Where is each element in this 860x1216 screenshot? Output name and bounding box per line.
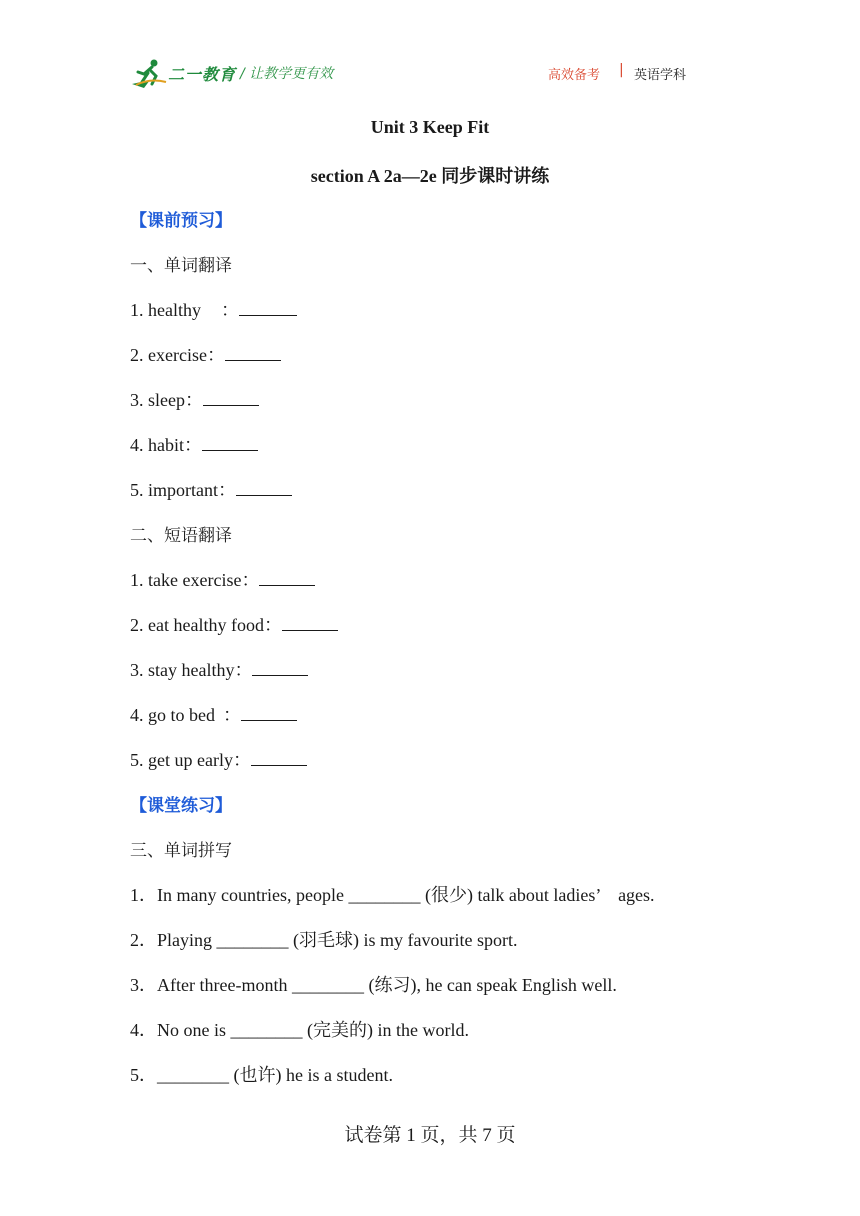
answer-blank[interactable]: ________ xyxy=(291,975,364,995)
answer-blank[interactable] xyxy=(282,612,338,631)
runner-logo-icon xyxy=(130,58,170,90)
phrase-text: 4. go to bed xyxy=(130,705,215,725)
logo xyxy=(130,58,240,88)
word-text: 1. healthy xyxy=(130,300,201,320)
phrase-text: 1. take exercise xyxy=(130,570,242,590)
colon: ： xyxy=(241,570,260,591)
phrase-item xyxy=(130,611,338,637)
spelling-item xyxy=(130,1061,393,1087)
page-title: Unit 3 Keep Fit xyxy=(370,117,490,137)
sentence-end: (羽毛球) is my favourite sport. xyxy=(288,930,518,950)
section-preview-heading: 【课前预习】 xyxy=(130,211,232,231)
spelling-item xyxy=(130,926,517,952)
sentence-end: (很少) talk about ladies’ ages. xyxy=(420,885,655,905)
word-item xyxy=(130,476,292,502)
tag-separator: | xyxy=(619,62,624,78)
answer-blank[interactable]: ________ xyxy=(348,885,421,905)
phrase-item xyxy=(130,566,315,592)
page-header xyxy=(0,54,860,94)
word-text: 4. habit xyxy=(130,435,184,455)
word-item xyxy=(130,431,258,457)
colon: ： xyxy=(220,300,239,321)
word-text: 3. sleep xyxy=(130,390,185,410)
answer-blank[interactable] xyxy=(251,747,307,766)
sentence-start: 3．After three-month xyxy=(130,975,292,995)
colon: ： xyxy=(234,660,253,681)
answer-blank[interactable] xyxy=(259,567,315,586)
colon: ： xyxy=(218,480,236,501)
slogan-text: 让教学更有效 xyxy=(249,66,334,82)
sentence-end: (也许) he is a student. xyxy=(229,1065,393,1085)
phrase-item xyxy=(130,746,307,772)
phrase-text: 5. get up early xyxy=(130,750,233,770)
colon: ： xyxy=(232,750,251,771)
colon: ： xyxy=(263,615,282,636)
word-item xyxy=(130,296,297,322)
page-footer: 试卷第 1 页，共 7 页 xyxy=(344,1125,516,1146)
page-subtitle: section A 2a—2e 同步课时讲练 xyxy=(310,166,550,186)
spelling-item xyxy=(130,971,617,997)
sentence-start: 4．No one is xyxy=(130,1020,231,1040)
sentence-start: 1．In many countries, people xyxy=(130,885,349,905)
part2-heading: 二、短语翻译 xyxy=(130,526,232,546)
phrase-text: 3. stay healthy xyxy=(130,660,235,680)
sentence-start: 5． xyxy=(130,1065,157,1085)
word-item xyxy=(130,386,259,412)
tag-exam-prep: 高效备考 xyxy=(548,68,601,83)
word-text: 2. exercise xyxy=(130,345,207,365)
answer-blank[interactable] xyxy=(202,432,258,451)
section-class-heading: 【课堂练习】 xyxy=(130,796,232,816)
sentence-start: 2．Playing xyxy=(130,930,217,950)
answer-blank[interactable] xyxy=(239,297,297,316)
spelling-item xyxy=(130,881,655,907)
colon: ： xyxy=(184,435,202,456)
part1-heading: 一、单词翻译 xyxy=(130,256,232,276)
phrase-item xyxy=(130,701,297,727)
tag-subject: 英语学科 xyxy=(634,68,687,83)
answer-blank[interactable] xyxy=(225,342,281,361)
phrase-text: 2. eat healthy food xyxy=(130,615,264,635)
word-item xyxy=(130,341,281,367)
colon: ： xyxy=(206,345,225,366)
sentence-end: (练习), he can speak English well. xyxy=(363,975,617,995)
answer-blank[interactable]: ________ xyxy=(157,1065,229,1085)
sentence-end: (完美的) in the world. xyxy=(302,1020,469,1040)
answer-blank[interactable] xyxy=(252,657,308,676)
answer-blank[interactable]: ________ xyxy=(230,1020,303,1040)
brand-name: 二一教育 xyxy=(168,65,237,84)
phrase-item xyxy=(130,656,308,682)
colon: ： xyxy=(223,705,241,726)
answer-blank[interactable] xyxy=(203,387,259,406)
colon: ： xyxy=(184,390,203,411)
part3-heading: 三、单词拼写 xyxy=(130,841,232,861)
answer-blank[interactable] xyxy=(241,702,297,721)
answer-blank[interactable]: ________ xyxy=(216,930,289,950)
slogan: / 让教学更有效 xyxy=(240,66,334,82)
answer-blank[interactable] xyxy=(236,477,292,496)
word-text: 5. important xyxy=(130,480,218,500)
spelling-item xyxy=(130,1016,469,1042)
